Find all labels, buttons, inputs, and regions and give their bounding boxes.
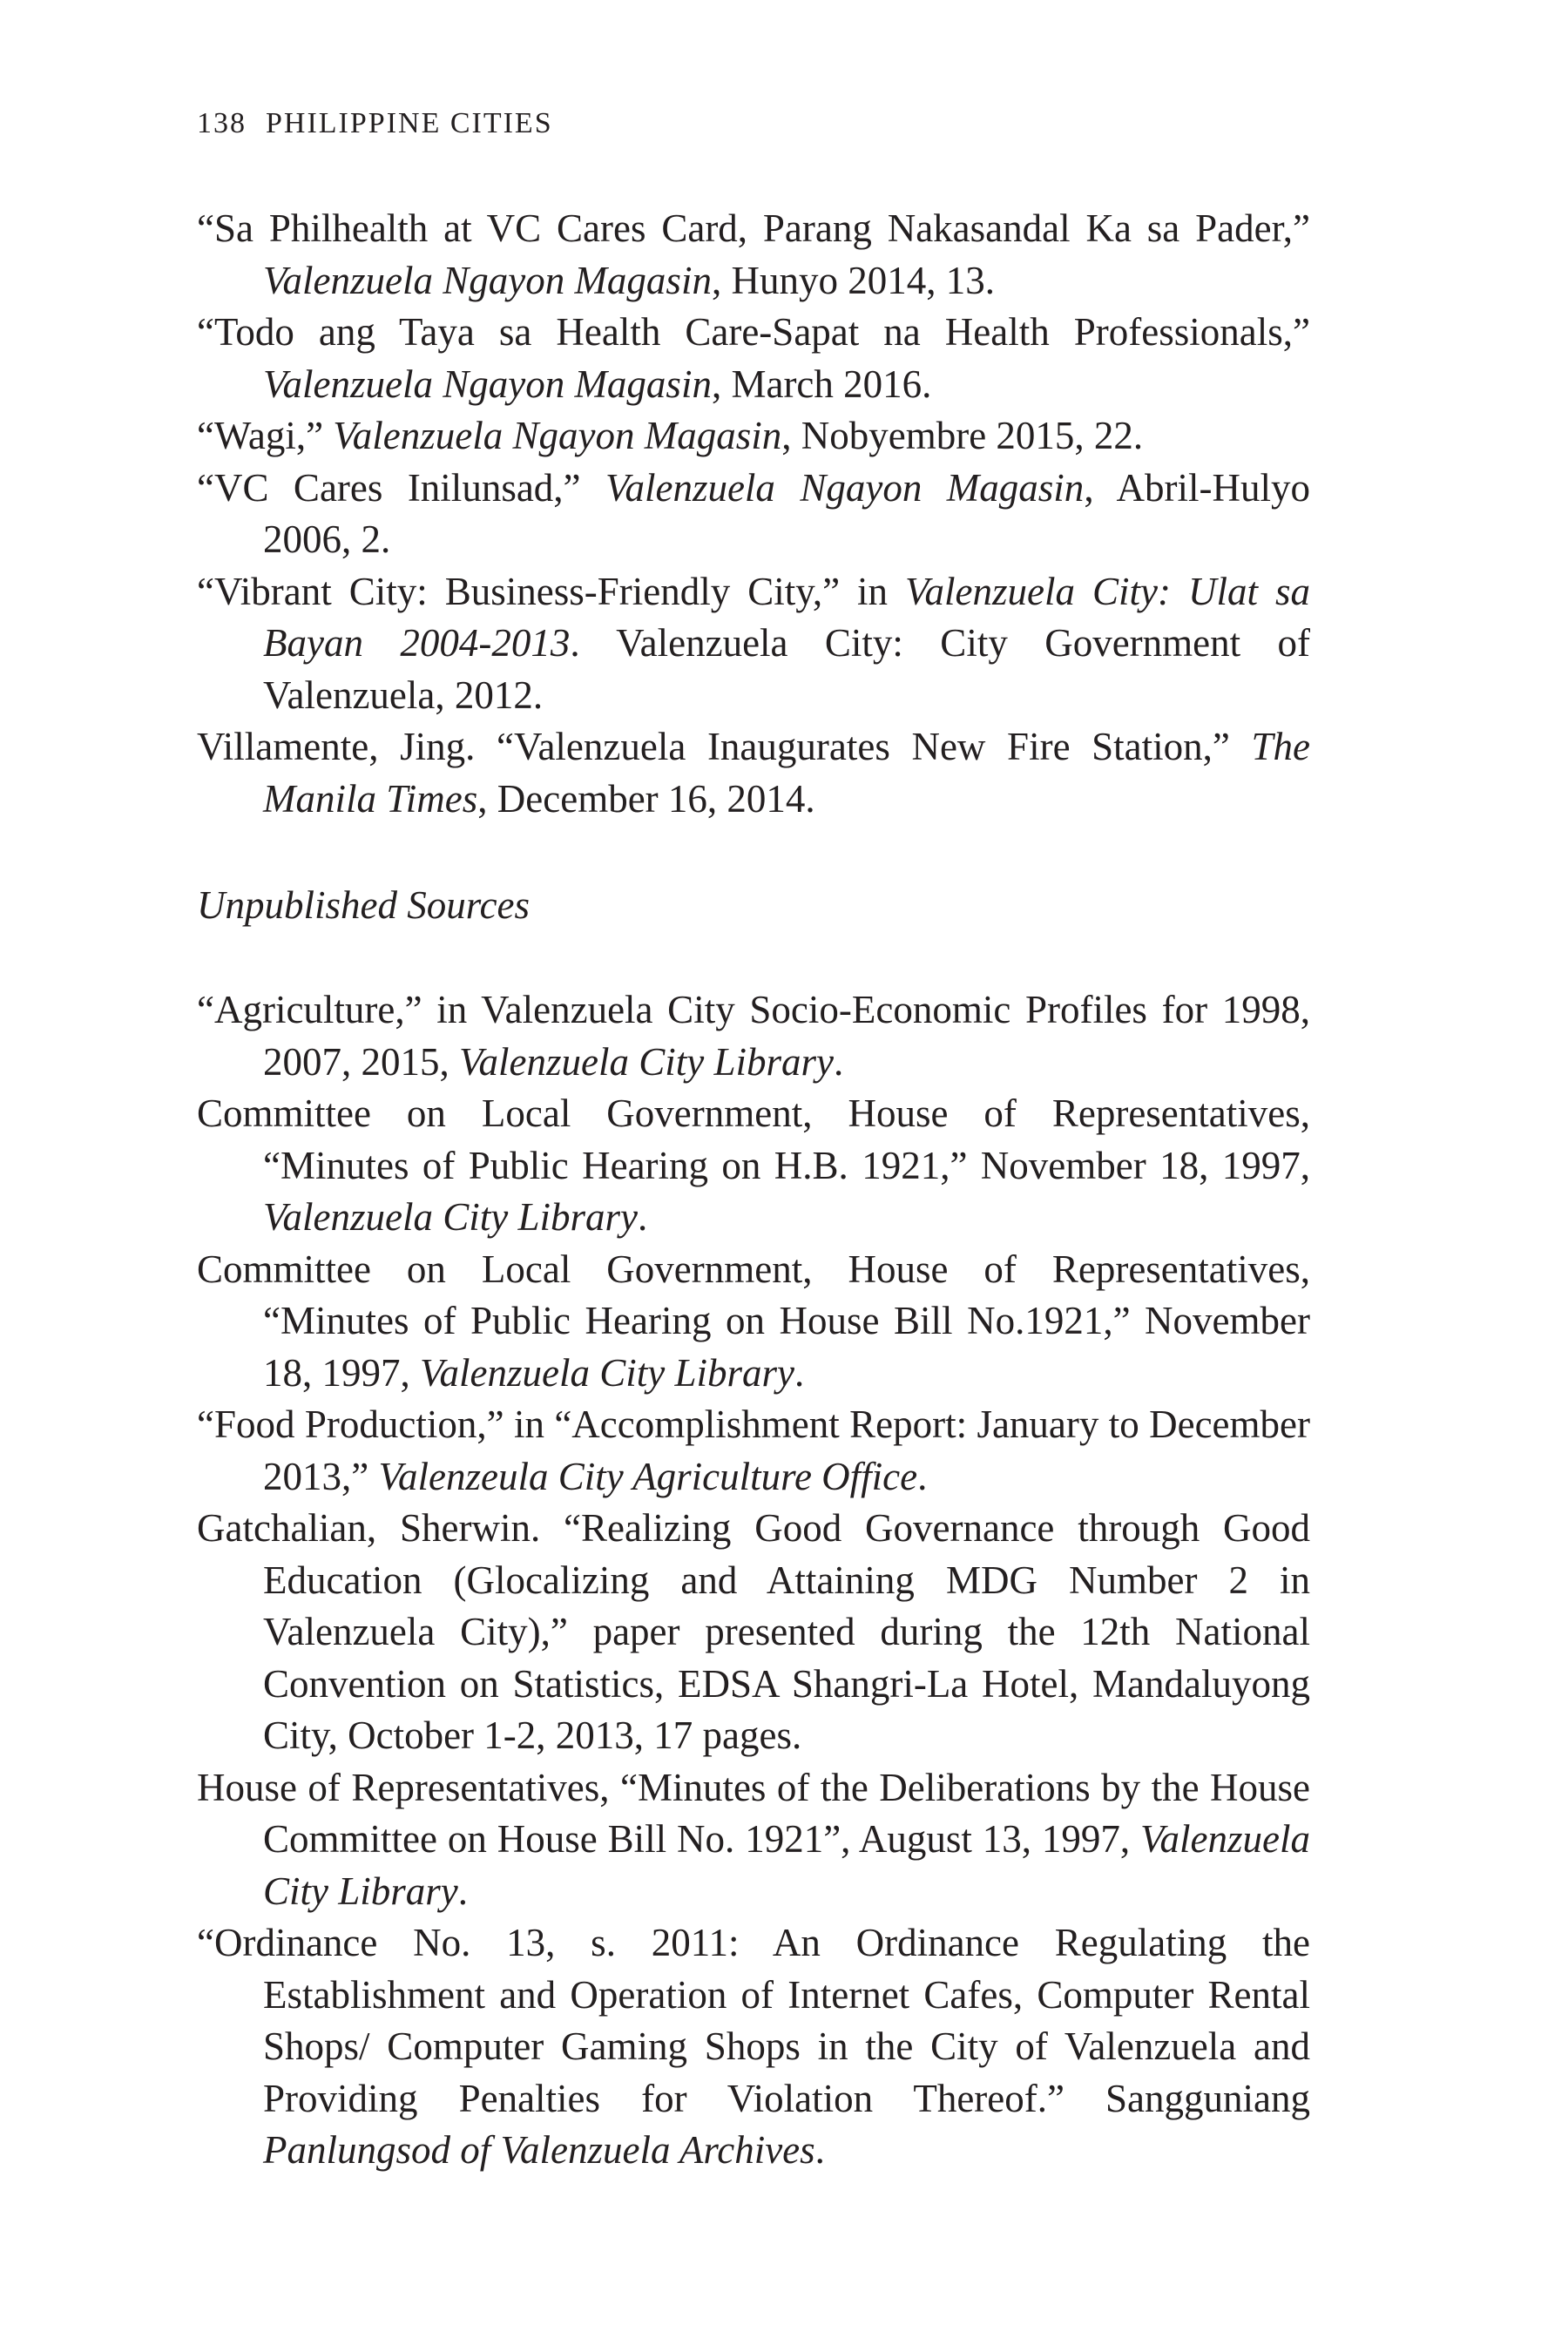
entry-text: , December 16, 2014. xyxy=(477,776,815,821)
italic-title: Valenzuela City Library xyxy=(263,1817,1310,1913)
bibliography-entry xyxy=(197,1917,1310,2177)
entry-text: “Wagi,” xyxy=(197,414,334,457)
bibliography-entry xyxy=(197,721,1310,825)
entry-text: . xyxy=(457,1869,469,1913)
bibliography-entry xyxy=(197,1399,1310,1503)
entry-text: , Nobyembre 2015, 22. xyxy=(781,414,1144,457)
italic-title: The Manila Times xyxy=(263,725,1310,821)
italic-title: Valenzuela City: Ulat sa Bayan 2004-2013 xyxy=(263,569,1310,665)
italic-title: Valenzuela Ngayon Magasin xyxy=(605,465,1085,510)
entry-text: “Sa Philhealth at VC Cares Card, Parang Nakasandal Ka sa Pader,” xyxy=(197,206,1310,250)
entry-text: , March 2016. xyxy=(711,362,932,406)
entry-text: “Agriculture,” in Valenzuela City Socio-Economic Profiles for 1998, 2007, 2015, xyxy=(197,988,1310,1084)
page-number: 138 xyxy=(197,107,247,139)
entry-text: “Ordinance No. 13, s. 2011: An Ordinance Regulating the Establishment and Operation of Internet Cafes, Computer Rental Shops/ Computer Gaming Shops in the City of Valenzuela and Providing Penalties for Violation Thereof.” Sangguniang xyxy=(197,1921,1310,2120)
running-title: PHILIPPINE CITIES xyxy=(266,107,553,139)
bibliography-entry xyxy=(197,1762,1310,1918)
unpublished-sources-list xyxy=(197,984,1310,2177)
italic-title: Panlungsod of Valenzuela Archives xyxy=(263,2128,815,2172)
bibliography-entry xyxy=(197,566,1310,722)
entry-text: Committee on Local Government, House of Representatives, “Minutes of Public Hearing on H.B. 1921,” November 18, 1997, xyxy=(197,1092,1310,1187)
italic-title: Valenzuela Ngayon Magasin xyxy=(263,258,712,302)
published-sources-list xyxy=(197,203,1310,825)
entry-text: “VC Cares Inilunsad,” xyxy=(197,465,605,510)
bibliography-entry xyxy=(197,984,1310,1088)
bibliography-entry xyxy=(197,203,1310,307)
bibliography-entry xyxy=(197,307,1310,410)
italic-title: Valenzuela City Library xyxy=(420,1350,794,1395)
entry-text: . xyxy=(917,1454,928,1498)
entry-text: “Todo ang Taya sa Health Care-Sapat na Health Professionals,” xyxy=(197,310,1310,354)
italic-title: Valenzuela City Library xyxy=(459,1039,834,1084)
italic-title: Valenzuela Ngayon Magasin xyxy=(333,414,782,457)
entry-text: Gatchalian, Sherwin. “Realizing Good Governance through Good Education (Glocalizing and Attaining MDG Number 2 in Valenzuela City),” paper presented during the 12th National Convention on Statistics, EDSA Shangri-La Hotel, Mandaluyong City, October 1-2, 2013, 17 pages. xyxy=(197,1506,1310,1757)
entry-text: “Food Production,” in “Accomplishment Report: January to December 2013,” xyxy=(197,1402,1310,1498)
entry-text: . xyxy=(794,1350,805,1395)
running-head xyxy=(197,106,553,141)
entry-text: . xyxy=(814,2128,825,2172)
unpublished-sources-heading: Unpublished Sources xyxy=(197,883,531,927)
entry-text: . xyxy=(637,1195,648,1239)
entry-text: Committee on Local Government, House of Representatives, “Minutes of Public Hearing on House Bill No.1921,” November 18, 1997, xyxy=(197,1247,1310,1395)
italic-title: Valenzuela City Library xyxy=(263,1195,638,1239)
entry-text: . Valenzuela City: City Government of Valenzuela, 2012. xyxy=(263,621,1310,717)
entry-text: , Abril-Hulyo 2006, 2. xyxy=(263,465,1310,561)
entry-text: “Vibrant City: Business-Friendly City,” in xyxy=(197,569,906,613)
entry-text: Villamente, Jing. “Valenzuela Inaugurates New Fire Station,” xyxy=(197,725,1252,768)
entry-text: . xyxy=(833,1039,844,1084)
entry-text: House of Representatives, “Minutes of the Deliberations by the House Committee on House Bill No. 1921”, August 13, 1997, xyxy=(197,1765,1310,1861)
italic-title: Valenzuela Ngayon Magasin xyxy=(263,362,712,406)
bibliography-entry xyxy=(197,1244,1310,1400)
italic-title: Valenzeula City Agriculture Office xyxy=(378,1454,918,1498)
entry-text: , Hunyo 2014, 13. xyxy=(711,258,995,302)
bibliography-entry xyxy=(197,1088,1310,1244)
bibliography-entry xyxy=(197,463,1310,566)
bibliography-entry xyxy=(197,1503,1310,1762)
bibliography-entry xyxy=(197,410,1310,463)
